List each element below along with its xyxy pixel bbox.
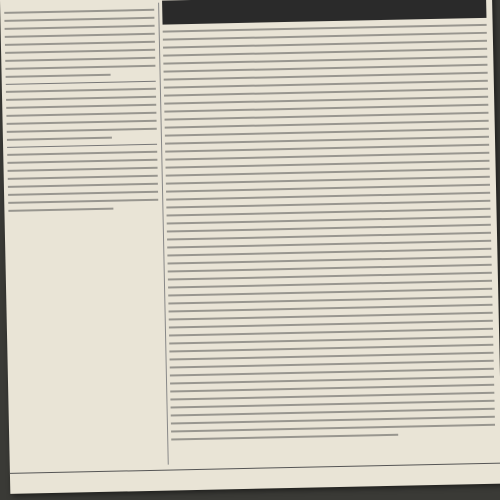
section-tag xyxy=(166,11,176,13)
article-body-placeholder xyxy=(163,24,496,441)
page-footer xyxy=(10,463,500,494)
divider xyxy=(7,144,157,148)
article-header xyxy=(162,0,486,25)
left-top-text xyxy=(4,9,155,78)
left-column xyxy=(4,3,169,468)
divider xyxy=(6,81,156,85)
right-column xyxy=(162,0,496,467)
